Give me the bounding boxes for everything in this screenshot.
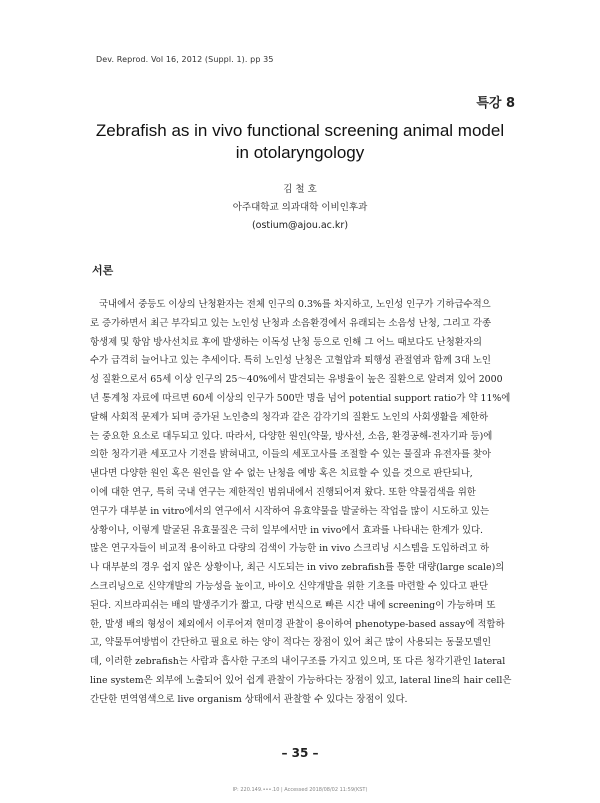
paper-title xyxy=(60,120,540,164)
journal-header: Dev. Reprod. Vol 16, 2012 (Suppl. 1). pp 35 xyxy=(96,55,274,64)
section-title: 서론 xyxy=(92,264,114,277)
author-email[interactable]: (ostium@ajou.ac.kr) xyxy=(251,220,349,231)
page-number: – 35 – xyxy=(281,746,319,760)
body-line: 연구가 대부분 in vitro에서의 연구에서 시작하여 유효약물을 발굴하는 작업을 많이 시도하고 있는 xyxy=(90,505,490,517)
title-line-2: in otolaryngology xyxy=(235,143,365,162)
body-line: 항생제 및 항암 방사선치료 후에 발생하는 이독성 난청 등으로 인해 그 어느 때보다도 난청환자의 xyxy=(90,336,482,348)
body-line: 의한 청각기관 세포고사 기전을 밝혀내고, 이들의 세포고사를 조절할 수 있는 물질과 유전자를 찾아 xyxy=(90,449,491,461)
body-line: line system은 외부에 노출되어 있어 쉽게 관찰이 가능하다는 장점이 있고, lateral line의 hair cell은 xyxy=(90,674,512,686)
title-line-1: Zebrafish as in vivo functional screening animal model xyxy=(95,121,505,140)
author-block xyxy=(0,181,600,235)
body-line: 국내에서 중등도 이상의 난청환자는 전체 인구의 0.3%를 차지하고, 노인성 인구가 기하급수적으 xyxy=(99,299,491,310)
body-line: 수가 급격히 늘어나고 있는 추세이다. 특히 노인성 난청은 고혈압과 퇴행성 관절염과 함께 3대 노인 xyxy=(90,355,491,367)
body-line: 는 중요한 요소로 대두되고 있다. 따라서, 다양한 원인(약물, 방사선, 소음, 환경공해-전자기파 등)에 xyxy=(90,430,493,442)
body-line: 한, 발생 배의 형성이 체외에서 이루어져 현미경 관찰이 용이하여 phenotype-based assay에 적합하 xyxy=(90,618,505,630)
access-footer: IP: 220.149.•••.10 | Accessed 2018/08/02 11:59(KST) xyxy=(232,787,368,793)
body-line: 년 통계청 자료에 따르면 60세 이상의 인구가 500만 명을 넘어 potential support ratio가 약 11%에 xyxy=(90,392,511,404)
author-name: 김 철 호 xyxy=(283,184,317,195)
body-line: 상황이나, 이렇게 발굴된 유효물질은 극히 일부에서만 in vivo에서 효과를 나타내는 한계가 있다. xyxy=(90,524,484,536)
body-line: 간단한 면역염색으로 live organism 상태에서 관찰할 수 있다는 장점이 있다. xyxy=(90,693,408,705)
body-line: 고, 약물투여방법이 간단하고 필요로 하는 양이 적다는 장점이 있어 최근 많이 사용되는 동물모델인 xyxy=(90,637,491,649)
body-line: 성 질환으로서 65세 이상 인구의 25～40%에서 발견되는 유병율이 높은 질환으로 알려져 있어 2000 xyxy=(90,374,503,386)
body-line: 달해 사회적 문제가 되며 증가된 노인층의 청각과 같은 감각기의 질환도 노인의 사회생활을 제한하 xyxy=(90,411,489,423)
body-paragraph xyxy=(90,296,516,710)
body-line: 나 대부분의 경우 쉽지 않은 상황이나, 최근 시도되는 in vivo zebrafish를 통한 대량(large scale)의 xyxy=(90,562,505,574)
body-line: 많은 연구자들이 비교적 용이하고 다량의 검색이 가능한 in vivo 스크리닝 시스템을 도입하려고 하 xyxy=(90,543,490,555)
body-line: 스크리닝으로 신약개발의 가능성을 높이고, 바이오 신약개발을 위한 기초를 마련할 수 있다고 판단 xyxy=(90,580,489,592)
body-line: 이에 대한 연구, 특히 국내 연구는 제한적인 범위내에서 진행되어져 왔다. 또한 약물검색을 위한 xyxy=(90,486,476,498)
body-line: 된다. 지브라피쉬는 배의 발생주기가 짧고, 다량 번식으로 빠른 시간 내에 screening이 가능하며 또 xyxy=(90,599,496,611)
lecture-label: 특강 8 xyxy=(476,96,515,111)
body-line: 데, 이러한 zebrafish는 사람과 흡사한 구조의 내이구조를 가지고 있으며, 또 다른 청각기관인 lateral xyxy=(90,656,506,668)
author-affiliation: 아주대학교 의과대학 이비인후과 xyxy=(232,202,368,213)
body-line: 낸다면 다양한 원인 혹은 원인을 알 수 없는 난청을 예방 혹은 치료할 수 있을 것으로 판단되나, xyxy=(90,468,473,480)
body-line: 로 증가하면서 최근 부각되고 있는 노인성 난청과 소음환경에서 유래되는 소음성 난청, 그리고 각종 xyxy=(90,317,491,329)
